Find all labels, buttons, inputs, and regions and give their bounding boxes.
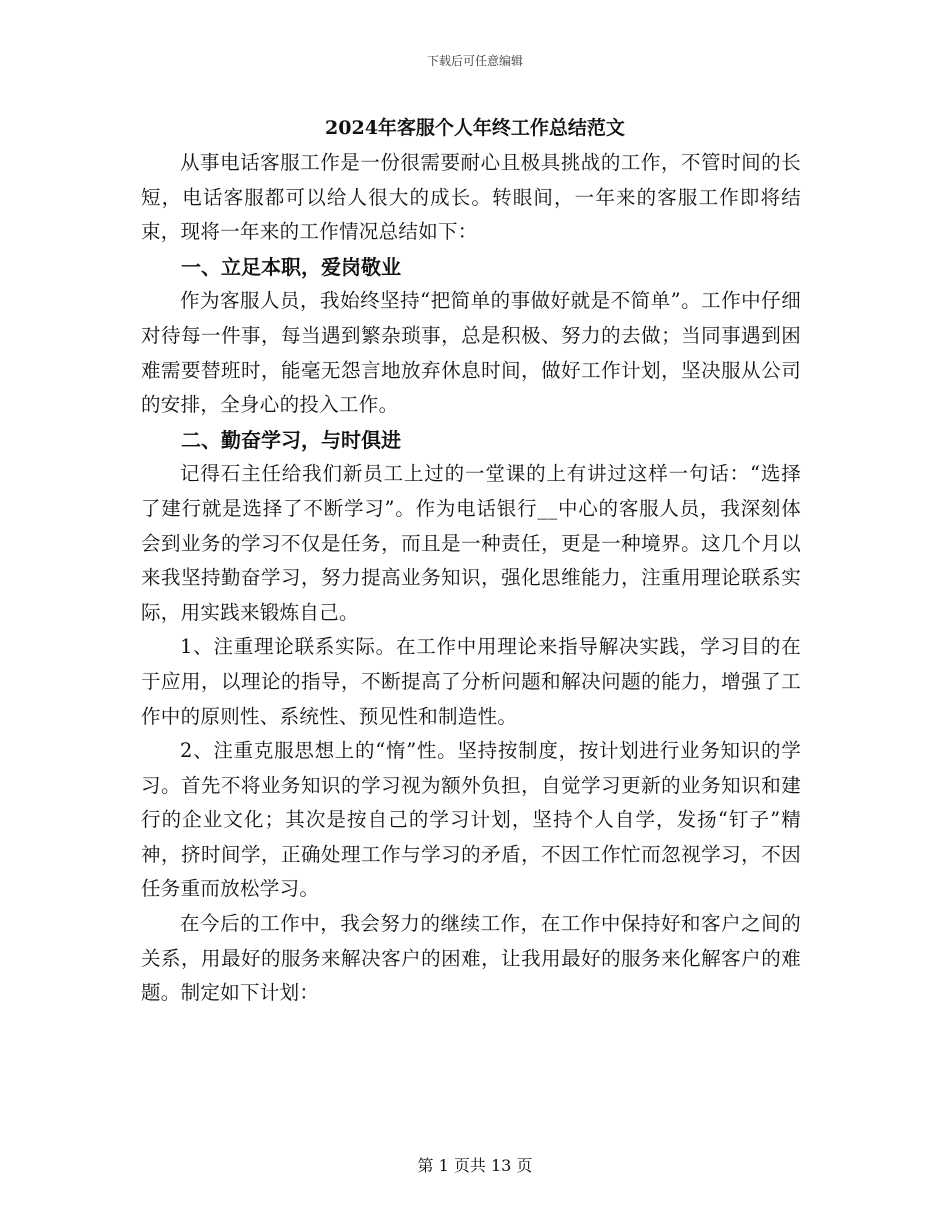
section-1-paragraph: 作为客服人员，我始终坚持“把简单的事做好就是不简单”。工作中仔细对待每一件事，每当遇到繁杂琐事，总是积极、努力的去做；当同事遇到困难需要替班时，能毫无怨言地放弃休息时间，做好工作计划，坚决服从公司的安排，全身心的投入工作。	[141, 289, 801, 417]
page-header: 下载后可任意编辑	[426, 54, 523, 68]
section-1-heading: 一、立足本职，爱岗敬业	[181, 254, 401, 279]
section-2-heading: 二、勤奋学习，与时俱进	[181, 427, 401, 452]
point-1-paragraph: 1、注重理论联系实际。在工作中用理论来指导解决实践，学习目的在于应用，以理论的指导，不断提高了分析问题和解决问题的能力，增强了工作中的原则性、系统性、预见性和制造性。	[141, 635, 801, 728]
section-2-paragraph: 记得石主任给我们新员工上过的一堂课的上有讲过这样一句话：“选择了建行就是选择了不断学习”。作为电话银行__中心的客服人员，我深刻体会到业务的学习不仅是任务，而且是一种责任，更是一种境界。这几个月以来我坚持勤奋学习，努力提高业务知识，强化思维能力，注重用理论联系实际，用实践来锻炼自己。	[141, 462, 801, 624]
closing-paragraph: 在今后的工作中，我会努力的继续工作，在工作中保持好和客户之间的关系，用最好的服务来解决客户的困难，让我用最好的服务来化解客户的难题。制定如下计划：	[141, 912, 801, 1005]
document-title: 2024年客服个人年终工作总结范文	[325, 117, 625, 139]
document-body	[141, 146, 801, 1011]
intro-paragraph: 从事电话客服工作是一份很需要耐心且极具挑战的工作，不管时间的长短，电话客服都可以给人很大的成长。转眼间，一年来的客服工作即将结束，现将一年来的工作情况总结如下：	[141, 151, 801, 244]
page-footer: 第 1 页共 13 页	[417, 1156, 533, 1175]
point-2-paragraph: 2、注重克服思想上的“惰”性。坚持按制度，按计划进行业务知识的学习。首先不将业务知识的学习视为额外负担，自觉学习更新的业务知识和建行的企业文化；其次是按自己的学习计划，坚持个人自学，发扬“钉子”精神，挤时间学，正确处理工作与学习的矛盾，不因工作忙而忽视学习，不因任务重而放松学习。	[141, 739, 801, 901]
